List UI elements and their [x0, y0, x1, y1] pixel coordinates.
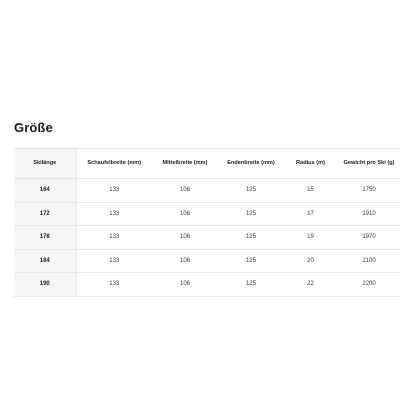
cell-radius: 19	[307, 234, 314, 241]
header-ski-length: Skilänge	[14, 149, 76, 179]
cell-ski-length: 190	[14, 273, 76, 297]
cell-weight: 2200	[362, 281, 376, 288]
cell-radius: 17	[307, 210, 314, 217]
cell-waist-width: 106	[179, 210, 190, 217]
cell-weight: 1970	[362, 234, 376, 241]
cell-waist-width: 106	[179, 257, 190, 264]
cell-tip-width: 133	[109, 257, 120, 264]
header-waist-width: Mittelbreite (mm)	[162, 160, 208, 167]
section-title: Größe	[14, 120, 53, 135]
header-weight-per-ski: Gewicht pro Ski (g)	[343, 160, 395, 167]
cell-weight: 1750	[362, 187, 376, 194]
cell-tip-width: 133	[109, 234, 120, 241]
cell-ski-length: 184	[14, 249, 76, 273]
cell-tip-width: 133	[109, 281, 120, 288]
cell-tail-width: 125	[245, 281, 256, 288]
cell-ski-length: 164	[14, 179, 76, 203]
cell-ski-length: 178	[14, 226, 76, 250]
table-row	[14, 273, 401, 297]
cell-tail-width: 125	[245, 187, 256, 194]
cell-radius: 22	[307, 281, 314, 288]
cell-waist-width: 106	[179, 187, 190, 194]
cell-tail-width: 125	[245, 257, 256, 264]
table-row	[14, 226, 401, 250]
cell-tip-width: 133	[109, 187, 120, 194]
table-row	[14, 249, 401, 273]
table-header-row	[14, 149, 401, 179]
size-table	[14, 148, 401, 297]
cell-weight: 2100	[362, 257, 376, 264]
header-tip-width: Schaufelbreite (mm)	[87, 160, 142, 167]
cell-ski-length: 172	[14, 202, 76, 226]
cell-tail-width: 125	[245, 210, 256, 217]
table-row	[14, 179, 401, 203]
cell-waist-width: 106	[179, 281, 190, 288]
cell-radius: 15	[307, 187, 314, 194]
cell-waist-width: 106	[179, 234, 190, 241]
table-row	[14, 202, 401, 226]
cell-tail-width: 125	[245, 234, 256, 241]
header-tail-width: Endenbreite (mm)	[227, 160, 275, 167]
cell-tip-width: 133	[109, 210, 120, 217]
cell-weight: 1910	[362, 210, 376, 217]
header-radius: Radius (m)	[296, 160, 325, 167]
cell-radius: 20	[307, 257, 314, 264]
